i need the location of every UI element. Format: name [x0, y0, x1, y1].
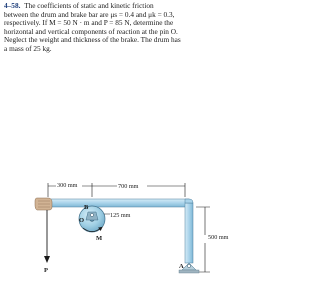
problem-number: 4–58.: [4, 2, 21, 10]
dim-500-group: [196, 207, 229, 272]
dim-300: 300 mm: [57, 182, 78, 189]
label-contact-b: B: [84, 204, 89, 211]
problem-text-line-3: respectively. If M = 50 N · m and P = 85 N, determine the: [4, 19, 174, 28]
force-p-arrow: [44, 210, 50, 274]
brake-bar: [45, 199, 193, 263]
label-support-a: A: [179, 263, 184, 270]
label-force-p: P: [44, 267, 48, 274]
problem-text-line-6: a mass of 25 kg.: [4, 44, 52, 53]
problem-text-line-2: between the drum and brake bar are μs = 0.4 and μk = 0.3,: [4, 10, 175, 19]
problem-text-line-5: Neglect the weight and thickness of the brake. The drum has: [4, 36, 181, 45]
dim-700: 700 mm: [118, 183, 139, 190]
pin-support-a: [179, 263, 199, 273]
problem-text-line-4: horizontal and vertical components of reaction at the pin O.: [4, 27, 178, 36]
label-moment: M: [96, 235, 103, 242]
dim-500: 500 mm: [208, 234, 229, 241]
dim-125: 125 mm: [110, 212, 131, 219]
drum: [79, 204, 105, 242]
top-dimension: [48, 181, 185, 197]
dim-125-group: [104, 212, 131, 219]
label-pin-o: O: [79, 217, 85, 224]
problem-text-line-1: The coefficients of static and kinetic friction: [24, 2, 154, 10]
hand-icon: [35, 198, 52, 210]
